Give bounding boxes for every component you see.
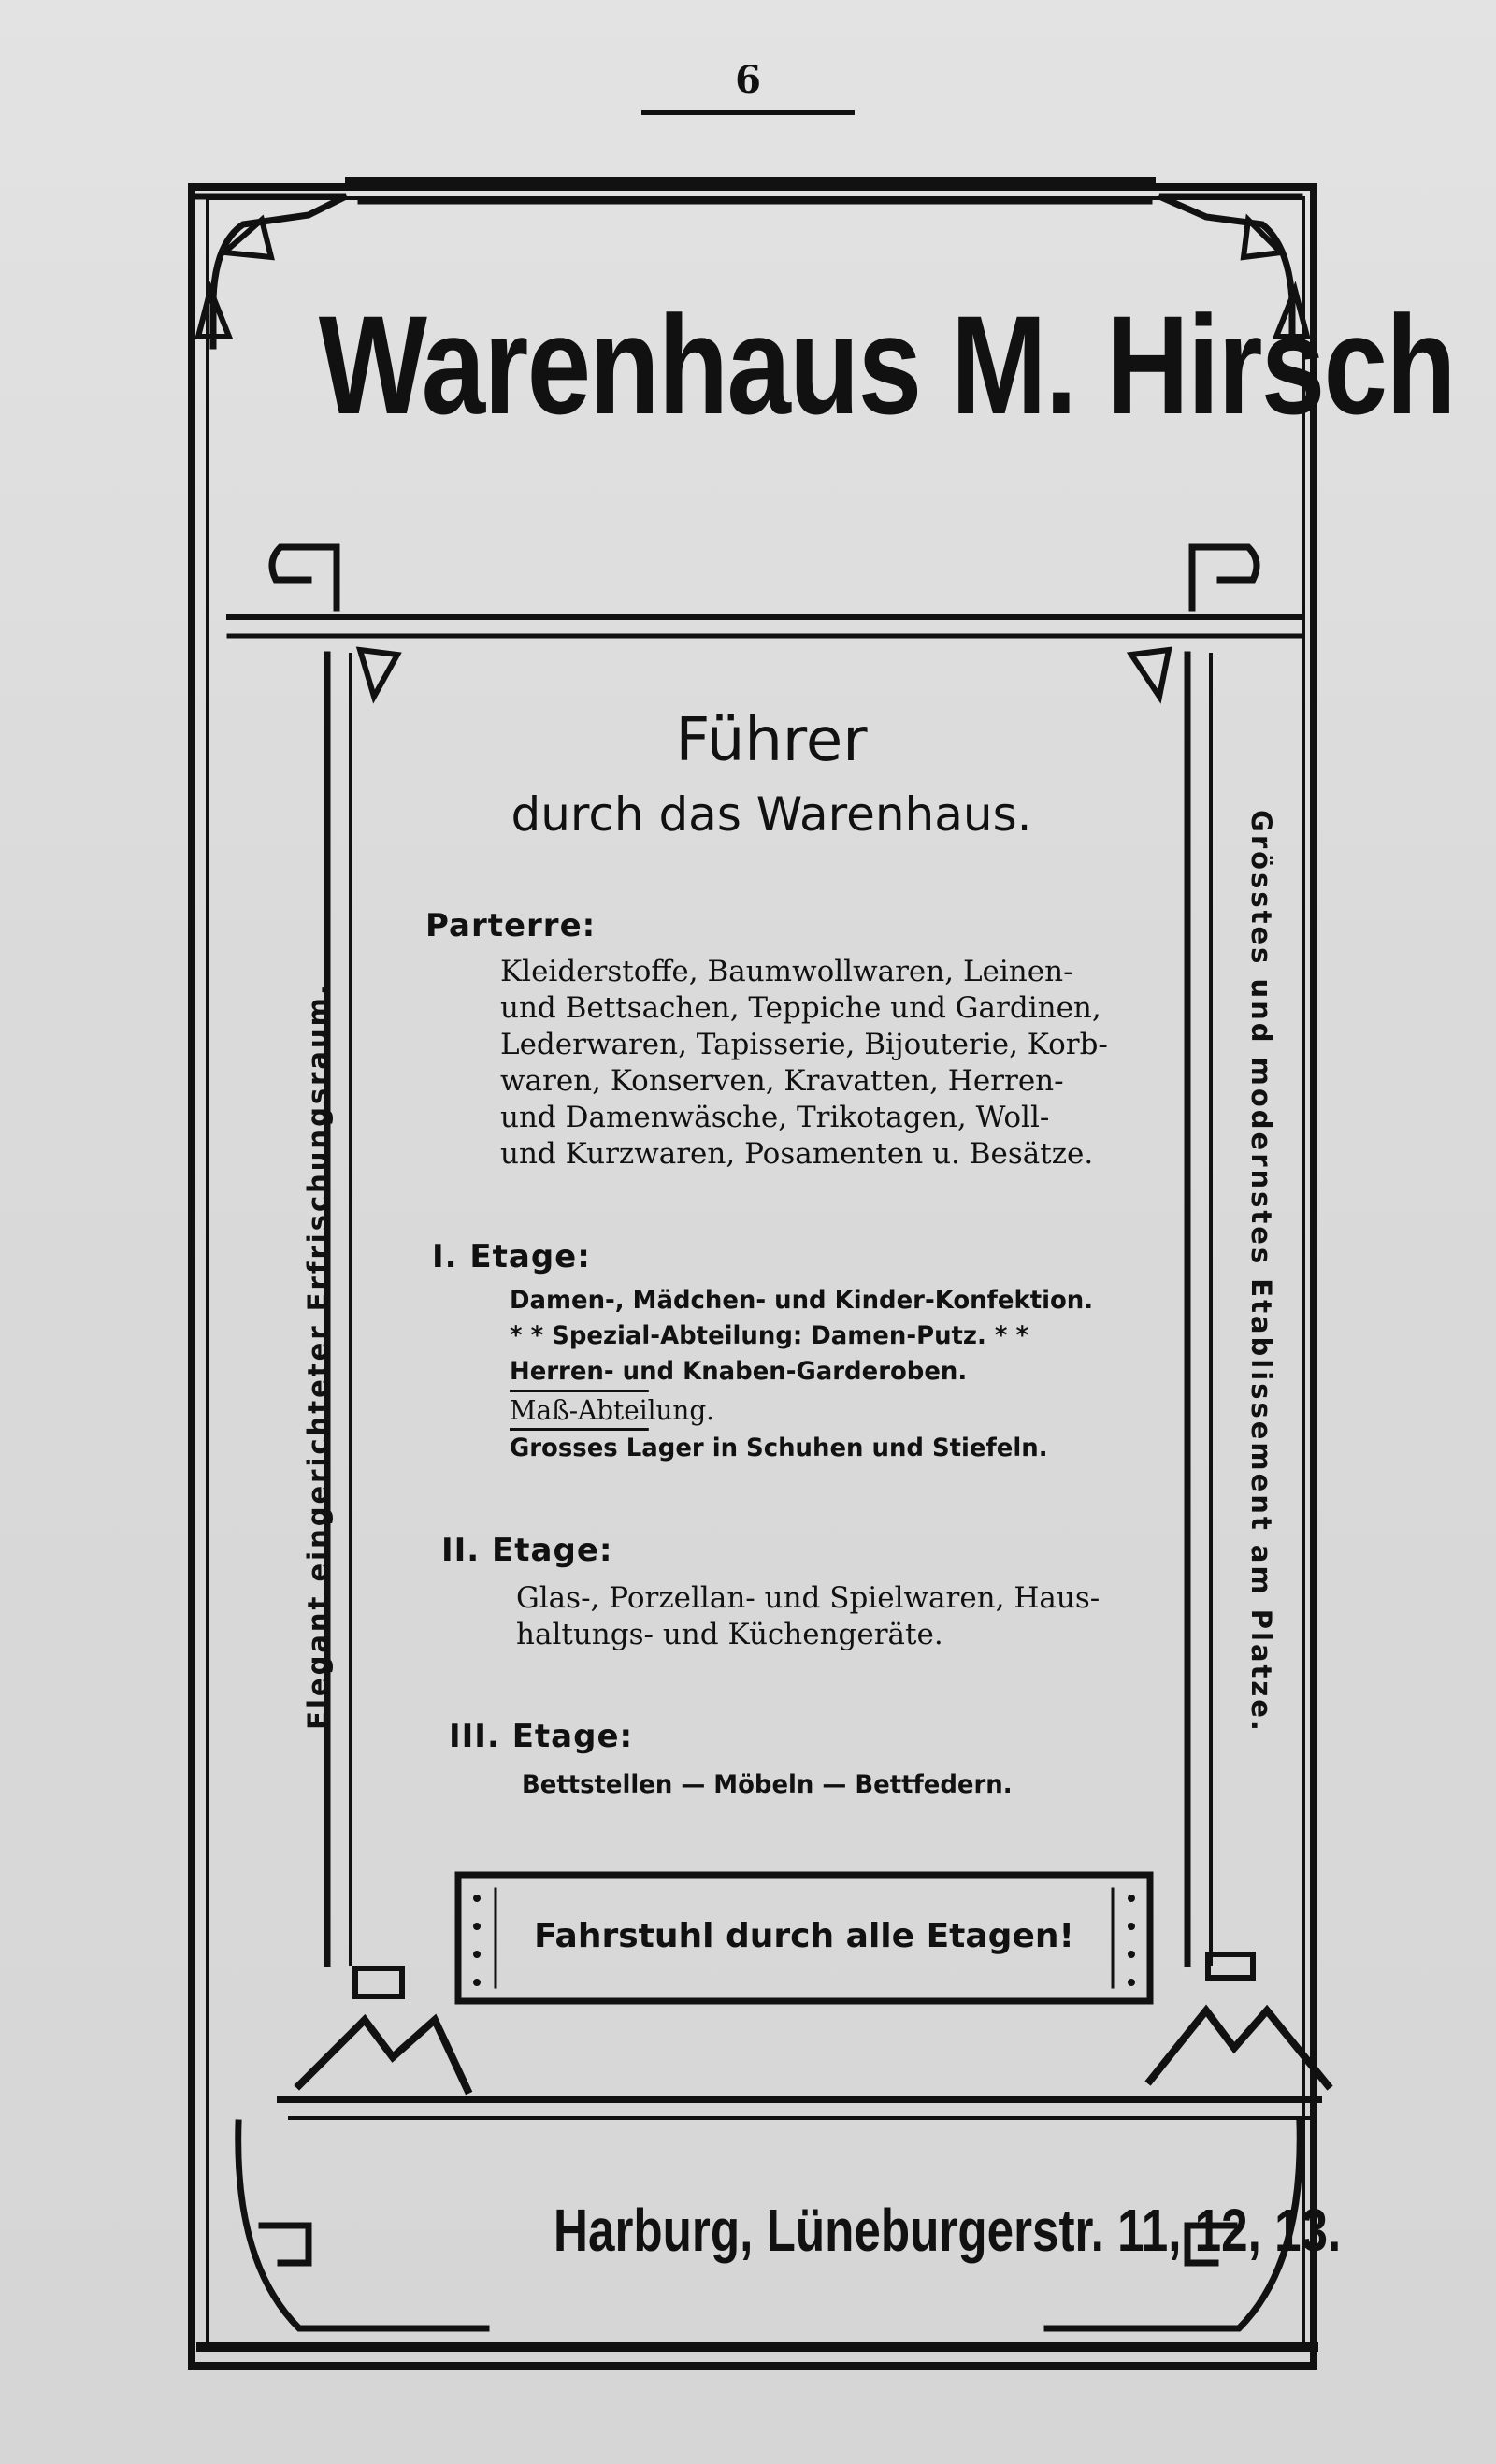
side-text-refreshment-room: Elegant eingerichteter Erfrischungsraum.	[302, 982, 334, 1730]
floor-item-separator: —	[681, 1770, 706, 1799]
floor-line: waren, Konserven, Kravatten, Herren-	[500, 1064, 1064, 1098]
floor-description-second	[516, 1580, 1124, 1653]
floor-heading-second: II. Etage:	[441, 1532, 613, 1569]
floor-item: Möbeln	[713, 1770, 814, 1799]
floor-line: Kleiderstoffe, Baumwollwaren, Leinen-	[500, 955, 1073, 988]
floor-description-parterre	[500, 954, 1127, 1173]
right-bottom-ornament	[1150, 2010, 1328, 2085]
page-number: 6	[735, 58, 761, 102]
floor-line: Glas-, Porzellan- und Spielwaren, Haus-	[516, 1581, 1100, 1615]
floor-line: und Bettsachen, Teppiche und Gardinen,	[500, 991, 1101, 1025]
left-scroll-hook	[272, 547, 337, 608]
mass-department-line	[510, 1390, 1093, 1431]
floor-line: und Kurzwaren, Posamenten u. Besätze.	[500, 1137, 1094, 1171]
store-address: Harburg, Lüneburgerstr. 11, 12, 13.	[554, 2197, 1342, 2264]
side-text-establishment: Grösstes und modernstes Etablissement am Platze.	[1245, 810, 1277, 1734]
floor-item-separator: —	[822, 1770, 847, 1799]
floor-line: haltungs- und Küchengeräte.	[516, 1618, 943, 1651]
floor-description-third	[522, 1767, 1115, 1803]
guide-subtitle: durch das Warenhaus.	[511, 787, 1032, 842]
mass-department-label: Maß-Abteilung.	[510, 1394, 715, 1426]
third-floor-items	[522, 1767, 1115, 1803]
left-column-cap	[355, 1968, 402, 1996]
floor-heading-parterre: Parterre:	[425, 907, 597, 944]
outer-frame-border	[192, 187, 1455, 2366]
floor-line: * * Spezial-Abteilung: Damen-Putz. * *	[510, 1321, 1029, 1350]
left-bottom-ornament	[299, 2020, 468, 2090]
floor-heading-first: I. Etage:	[432, 1238, 591, 1275]
floor-line: Damen-, Mädchen- und Kinder-Konfektion.	[510, 1286, 1094, 1315]
rule-left	[510, 1390, 649, 1392]
floor-line: Lederwaren, Tapisserie, Bijouterie, Korb-	[500, 1028, 1108, 1061]
floor-item: Bettstellen	[522, 1770, 673, 1799]
floor-line: Herren- und Knaben-Garderoben.	[510, 1357, 968, 1386]
floor-item: Bettfedern.	[855, 1770, 1013, 1799]
floor-description-first	[510, 1283, 1093, 1466]
floor-heading-third: III. Etage:	[449, 1718, 634, 1755]
right-scroll-hook	[1192, 547, 1257, 608]
floor-line: und Damenwäsche, Trikotagen, Woll-	[500, 1101, 1050, 1134]
store-title: Warenhaus M. Hirsch	[318, 286, 1455, 443]
guide-title: Führer	[675, 706, 868, 775]
right-column-cap	[1208, 1954, 1253, 1978]
elevator-notice: Fahrstuhl durch alle Etagen!	[534, 1916, 1074, 1955]
floor-line: Grosses Lager in Schuhen und Stiefeln.	[510, 1434, 1048, 1463]
